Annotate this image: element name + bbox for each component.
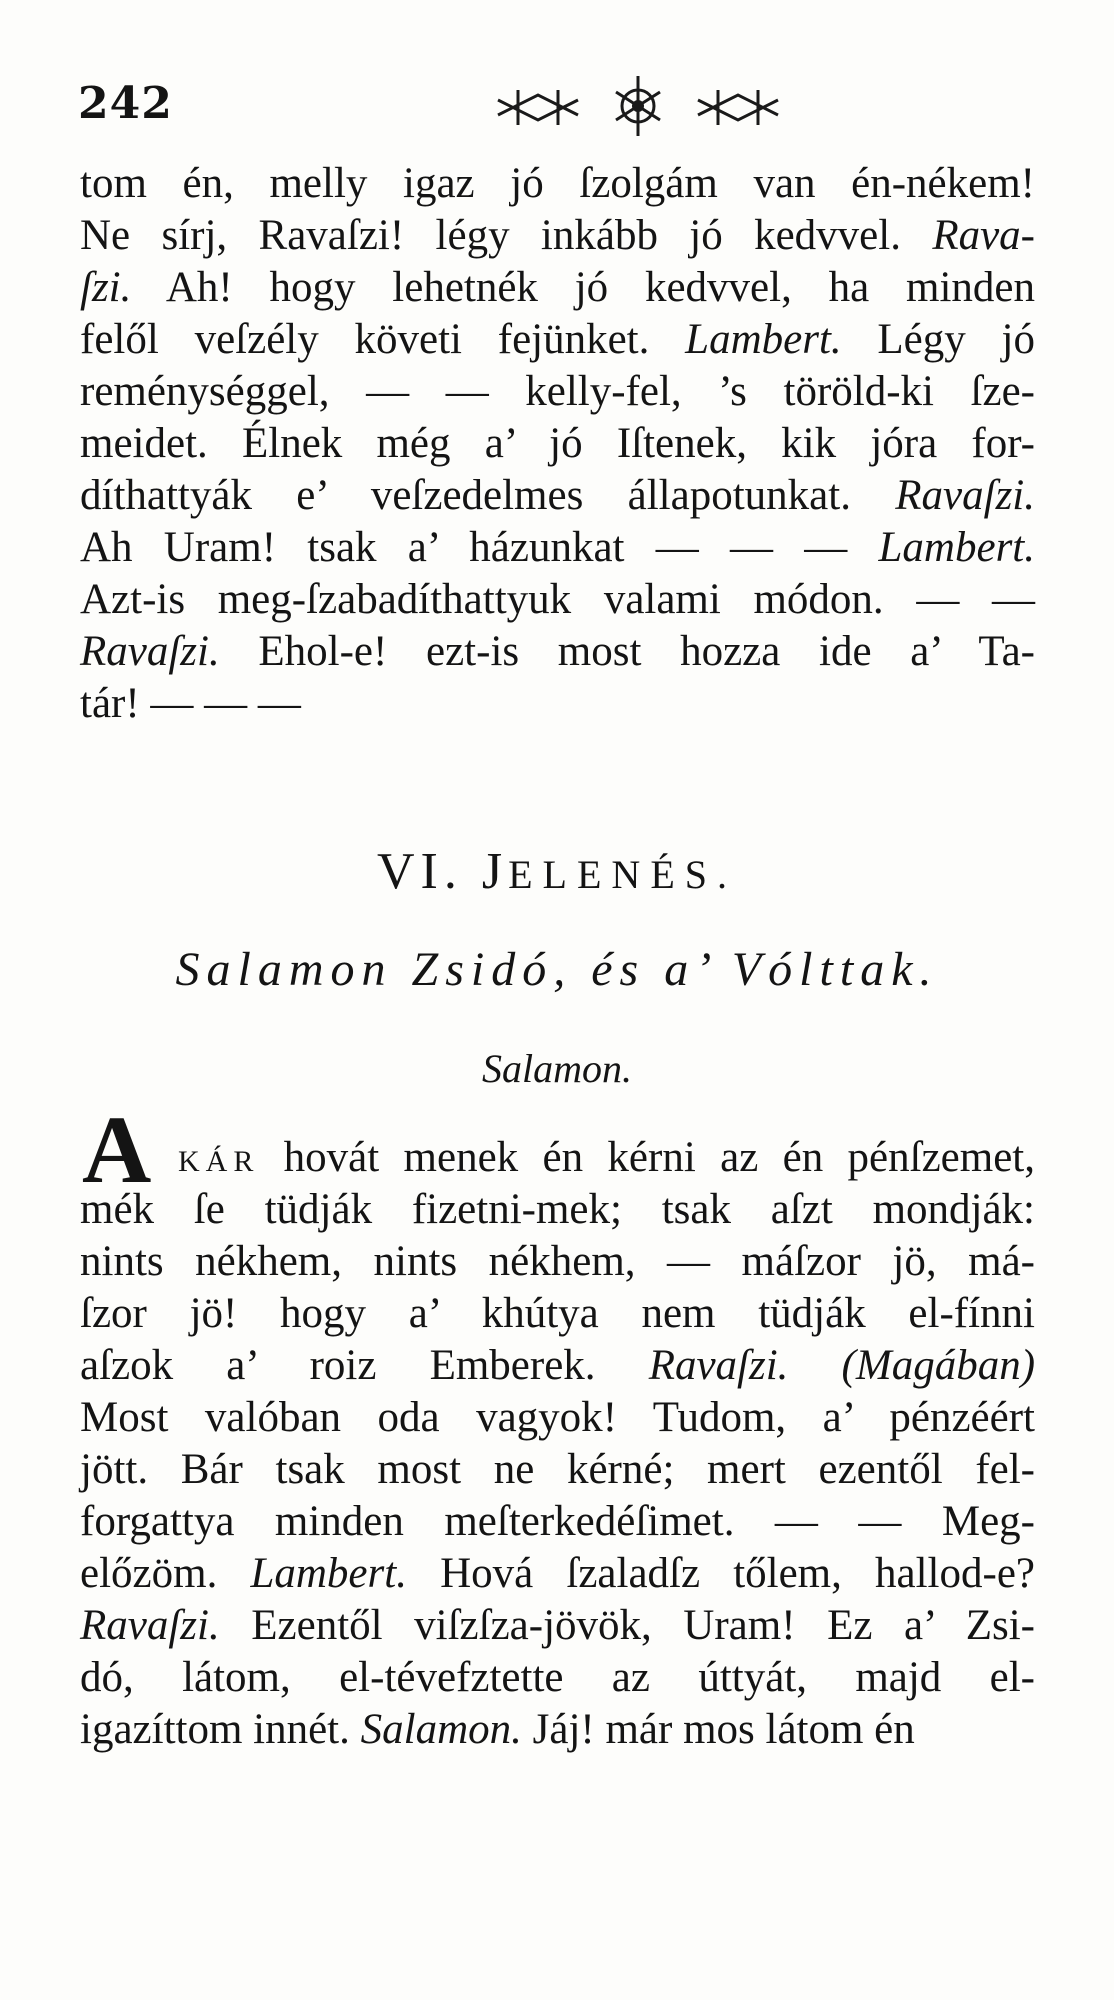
drop-cap-rest: KÁR [178, 1145, 260, 1178]
text-segment: reménységgel, — — kelly-fel, ’s töröld-ki ſze- [80, 368, 1035, 415]
text-line [80, 1652, 1035, 1704]
text-segment: aſzok a’ roiz Emberek. [80, 1342, 649, 1389]
scene-number: VI. [377, 843, 463, 900]
text-segment: Ehol-e! ezt-is most hozza ide a’ Ta- [219, 628, 1035, 675]
scene-heading [0, 842, 1114, 901]
text-segment: Ravaſzi. [80, 628, 220, 675]
scene-characters: Salamon Zsidó, és a’ Vólttak. [175, 943, 939, 996]
speaker-name: Salamon. [482, 1046, 632, 1091]
text-line [80, 262, 1035, 314]
text-line [80, 1496, 1035, 1548]
text-line [80, 210, 1035, 262]
text-block-2 [80, 1184, 1035, 1756]
text-segment: előzöm. [80, 1550, 251, 1597]
text-segment: meidet. Élnek még a’ jó Iſtenek, kik jóra for- [80, 420, 1035, 467]
text-line [80, 1288, 1035, 1340]
text-segment: nints nékhem, nints nékhem, — máſzor jö, má- [80, 1238, 1035, 1285]
text-line [80, 1340, 1035, 1392]
text-line [80, 418, 1035, 470]
text-line [80, 314, 1035, 366]
text-segment: tár! — — — [80, 680, 301, 727]
text-segment: Jáj! már mos látom én [521, 1706, 915, 1753]
text-segment: Most valóban oda vagyok! Tudom, a’ pénzéért [80, 1394, 1035, 1441]
text-segment: forgattya minden meſterkedéſimet. — — Meg- [80, 1498, 1035, 1545]
text-segment: Ravaſzi. [895, 472, 1035, 519]
text-line [80, 626, 1035, 678]
text-line [80, 574, 1035, 626]
text-line [80, 470, 1035, 522]
text-segment: Lambert. [878, 524, 1035, 571]
text-segment: mék ſe tüdják fizetni-mek; tsak aſzt mondják: [80, 1186, 1035, 1233]
text-segment: ſzi. [80, 264, 132, 311]
text-line [80, 1600, 1035, 1652]
text-segment: Ravaſzi. [80, 1602, 220, 1649]
text-line [80, 1548, 1035, 1600]
text-line [80, 1392, 1035, 1444]
text-segment: Légy jó [841, 316, 1035, 363]
text-segment: Lambert. [685, 316, 842, 363]
text-line [80, 366, 1035, 418]
text-line [80, 1184, 1035, 1236]
text-segment: Ah Uram! tsak a’ házunkat — — — [80, 524, 879, 571]
text-segment: jött. Bár tsak most ne kérné; mert ezentől fel- [80, 1446, 1035, 1493]
text-segment: Hová ſzaladſz tőlem, hallod-e? [406, 1550, 1035, 1597]
page-header [78, 70, 1038, 140]
text-segment: Azt-is meg-ſzabadíthattyuk valami módon. — — [80, 576, 1035, 623]
text-block-1 [80, 158, 1035, 730]
text-line [80, 1236, 1035, 1288]
text-line [80, 1444, 1035, 1496]
text-segment: dó, látom, el-tévefztette az úttyát, majd el- [80, 1654, 1035, 1701]
text-line [80, 1704, 1035, 1756]
text-segment: Ne sírj, Ravaſzi! légy inkább jó kedvvel. [80, 212, 933, 259]
first-line-text: hovát menek én kérni az én pénſzemet, [259, 1134, 1035, 1181]
text-segment: Ezentől viſzſza-jövök, Uram! Ez a’ Zsi- [219, 1602, 1035, 1649]
scene-title-rest: ELENÉS. [508, 852, 737, 897]
text-segment: ſzor jö! hogy a’ khútya nem tüdják el-fínni [80, 1290, 1035, 1337]
text-segment: felől veſzély követi fejünket. [80, 316, 686, 363]
floral-ornament-icon [478, 70, 798, 140]
text-segment: Ravaſzi. (Magában) [648, 1342, 1036, 1389]
text-segment: díthattyák e’ veſzedelmes állapotunkat. [80, 472, 896, 519]
text-segment: Rava- [932, 212, 1035, 259]
text-segment: tom én, melly igaz jó ſzolgám van én-nékem! [80, 160, 1035, 207]
text-line [80, 522, 1035, 574]
drop-cap: A [82, 1096, 152, 1203]
scene-title-initial: J [481, 843, 509, 900]
text-segment: Lambert. [250, 1550, 407, 1597]
text-segment: Ah! hogy lehetnék jó kedvvel, ha minden [131, 264, 1035, 311]
text-line [80, 678, 1035, 730]
text-segment: igazíttom innét. [80, 1706, 361, 1753]
text-line [80, 158, 1035, 210]
text-segment: Salamon. [360, 1706, 522, 1753]
page-number: 242 [78, 78, 173, 129]
text-block-2-first-line [178, 1132, 1035, 1184]
